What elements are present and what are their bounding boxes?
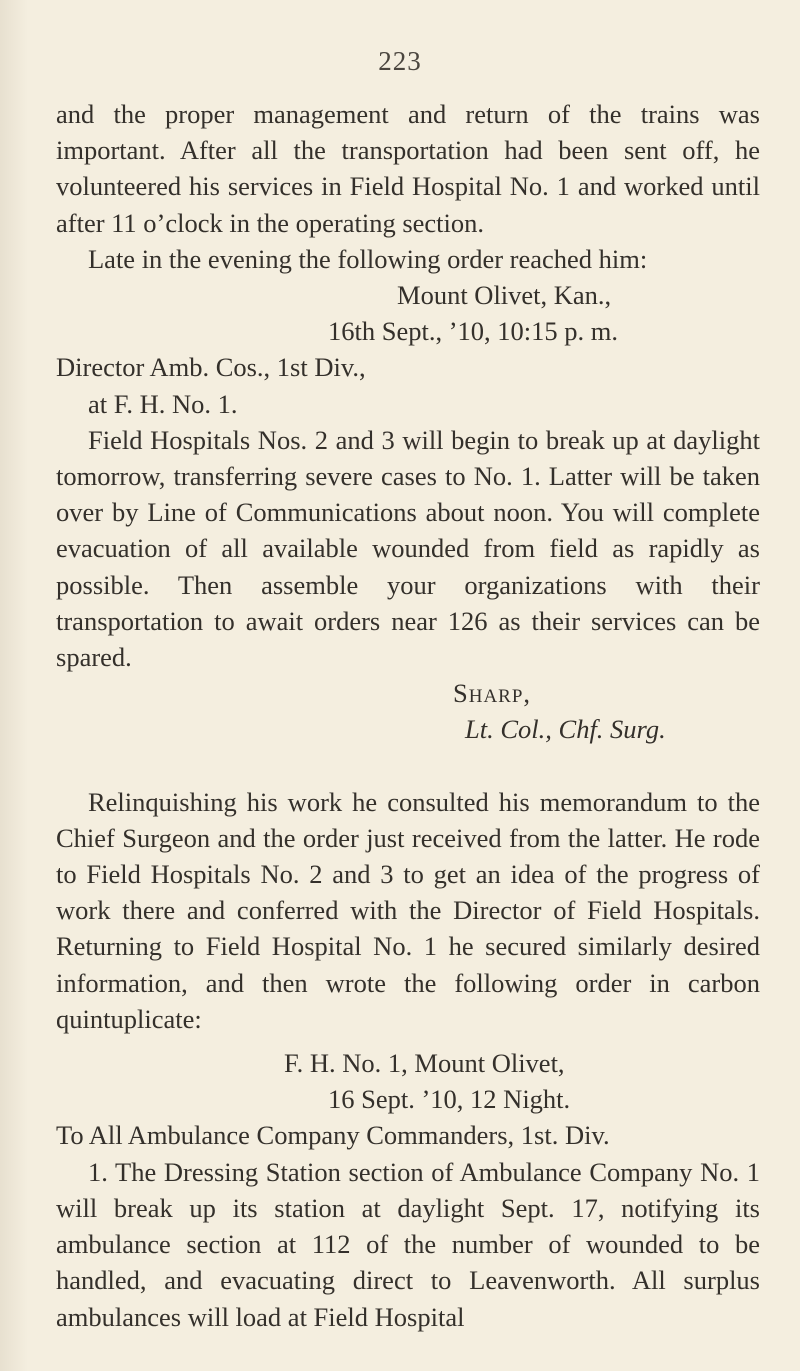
- paragraph-order-intro: Late in the evening the following order reached him:: [88, 243, 648, 274]
- order-one-date: 16th Sept., ’10, 10:15 p. m.: [328, 316, 619, 347]
- spacer: [56, 748, 760, 784]
- order-one-rank: Lt. Col., Chf. Surg.: [465, 714, 666, 745]
- order-one-place: Mount Olivet, Kan.,: [397, 280, 612, 311]
- paragraph-relinquishing: Relinquishing his work he consulted his memorandum to the Chief Surgeon and the order just received from the latter. He rode to Field Hospitals No. 2 and 3 to get an idea of the progress of work there and conferred with the Director of Field Hospitals. Returning to Field Hospital No. 1 he secured similarly desired information, and then wrote the following order in carbon quintuplicate:: [56, 786, 760, 1034]
- order-two-place: F. H. No. 1, Mount Olivet,: [284, 1048, 565, 1079]
- page-body: [56, 96, 760, 1335]
- order-two-date: 16 Sept. ’10, 12 Night.: [328, 1084, 571, 1115]
- order-two: [56, 1045, 760, 1335]
- order-one: [56, 277, 760, 748]
- page-number: 223: [378, 46, 422, 76]
- order-one-addressee: Director Amb. Cos., 1st Div.,: [56, 352, 366, 383]
- order-one-body: Field Hospitals Nos. 2 and 3 will begin to break up at daylight tomorrow, transferring severe cases to No. 1. Latter will be taken over by Line of Communications about noon. You will complete evacuation of all available wounded from field as rapidly as possible. Then assemble your organizations with their transportation to await orders near 126 as their services can be spared.: [56, 424, 760, 673]
- order-one-location: at F. H. No. 1.: [88, 388, 238, 419]
- paragraph-continuation: and the proper management and return of the trains was important. After all the transportation had been sent off, he volunteered his services in Field Hospital No. 1 and worked until after 11 o’clock in the operating section.: [56, 99, 760, 238]
- order-one-signature: Sharp,: [453, 678, 532, 709]
- order-two-item-1: 1. The Dressing Station section of Ambulance Company No. 1 will break up its station at daylight Sept. 17, notifying its ambulance section at 112 of the number of wounded to be handled, and evacuating direct to Leavenworth. All surplus ambulances will load at Field Hospital: [56, 1156, 760, 1332]
- order-two-addressee: To All Ambulance Company Commanders, 1st. Div.: [56, 1120, 610, 1151]
